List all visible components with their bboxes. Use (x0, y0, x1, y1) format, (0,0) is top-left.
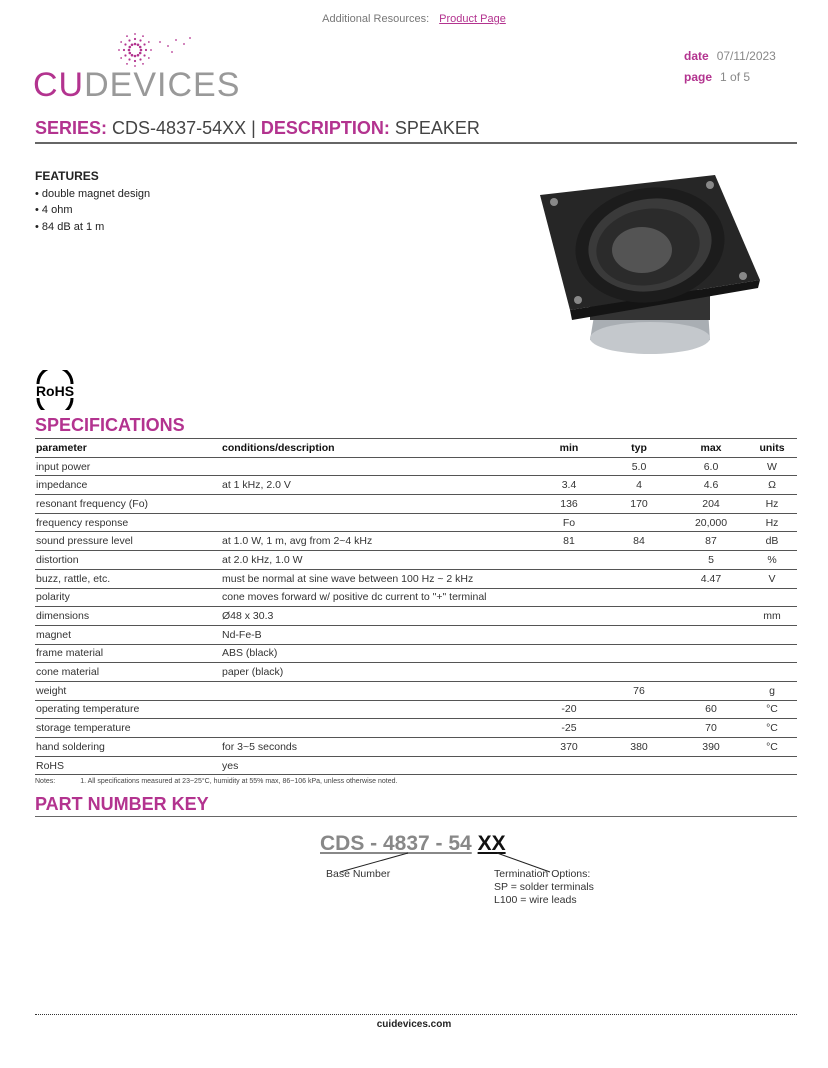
table-row (35, 625, 797, 644)
table-cell: dB (747, 532, 797, 551)
table-cell (603, 607, 675, 626)
table-row (35, 551, 797, 570)
table-cell (675, 681, 747, 700)
table-cell: operating temperature (35, 700, 221, 719)
rohs-logo (33, 370, 77, 410)
table-cell: 81 (535, 532, 603, 551)
table-cell (603, 644, 675, 663)
table-cell: distortion (35, 551, 221, 570)
table-cell (675, 756, 747, 775)
base-number-label: Base Number (326, 868, 391, 880)
page-title (35, 118, 480, 139)
table-cell (535, 551, 603, 570)
table-cell: ABS (black) (221, 644, 535, 663)
table-cell: frequency response (35, 513, 221, 532)
table-row (35, 588, 797, 607)
table-cell (675, 607, 747, 626)
table-cell: 3.4 (535, 476, 603, 495)
notes-text: 1. All specifications measured at 23~25°C, humidity at 55% max, 86~106 kPa, unless otherwise noted. (80, 778, 398, 785)
table-cell (221, 700, 535, 719)
table-cell: °C (747, 719, 797, 738)
divider (35, 142, 797, 144)
table-cell (535, 625, 603, 644)
table-cell (603, 513, 675, 532)
table-row (35, 457, 797, 476)
table-cell (675, 663, 747, 682)
table-cell (221, 457, 535, 476)
part-number-base: CDS - 4837 - 54 (320, 832, 472, 855)
table-cell: sound pressure level (35, 532, 221, 551)
table-row (35, 663, 797, 682)
features (35, 168, 150, 235)
table-row (35, 719, 797, 738)
page-value: 1 of 5 (720, 70, 751, 84)
svg-text:RoHS: RoHS (35, 383, 75, 399)
table-cell: 170 (603, 495, 675, 514)
table-row (35, 738, 797, 757)
table-row (35, 476, 797, 495)
table-row (35, 513, 797, 532)
table-cell: 4 (603, 476, 675, 495)
table-cell: Nd-Fe-B (221, 625, 535, 644)
table-cell: 76 (603, 681, 675, 700)
table-cell: W (747, 457, 797, 476)
table-cell: 60 (675, 700, 747, 719)
date-label: date (684, 49, 709, 63)
logo: CUDEVICES (33, 66, 241, 104)
table-cell: impedance (35, 476, 221, 495)
table-cell: Ω (747, 476, 797, 495)
table-cell: yes (221, 756, 535, 775)
table-cell (535, 681, 603, 700)
column-header: min (535, 439, 603, 458)
table-cell: 87 (675, 532, 747, 551)
description-value: SPEAKER (394, 118, 480, 138)
table-row (35, 532, 797, 551)
page-label: page (684, 70, 713, 84)
table-cell: hand soldering (35, 738, 221, 757)
table-cell (535, 457, 603, 476)
table-row (35, 681, 797, 700)
table-cell (603, 625, 675, 644)
table-cell (747, 663, 797, 682)
column-header: typ (603, 439, 675, 458)
table-cell (603, 700, 675, 719)
column-header: conditions/description (221, 439, 535, 458)
table-cell: weight (35, 681, 221, 700)
table-cell: buzz, rattle, etc. (35, 569, 221, 588)
table-cell: °C (747, 700, 797, 719)
feature-item: • 4 ohm (35, 204, 73, 216)
title-separator: | (251, 118, 256, 138)
table-cell: % (747, 551, 797, 570)
table-cell: at 2.0 kHz, 1.0 W (221, 551, 535, 570)
table-cell (747, 588, 797, 607)
divider (35, 816, 797, 817)
table-cell (221, 495, 535, 514)
table-cell: cone moves forward w/ positive dc current to "+" terminal (221, 588, 535, 607)
table-cell: 5 (675, 551, 747, 570)
table-cell: Fo (535, 513, 603, 532)
table-cell (603, 663, 675, 682)
table-cell: paper (black) (221, 663, 535, 682)
table-cell (603, 551, 675, 570)
table-cell: magnet (35, 625, 221, 644)
description-label: DESCRIPTION: (260, 118, 390, 138)
table-cell: 84 (603, 532, 675, 551)
termination-title: Termination Options: (494, 868, 591, 880)
table-cell: RoHS (35, 756, 221, 775)
table-cell (747, 756, 797, 775)
table-cell: 370 (535, 738, 603, 757)
product-page-link[interactable]: Product Page (439, 13, 506, 25)
features-heading: FEATURES (35, 169, 99, 183)
table-cell: dimensions (35, 607, 221, 626)
table-cell (535, 569, 603, 588)
speaker-product-image (530, 170, 765, 370)
column-header: parameter (35, 439, 221, 458)
table-cell: °C (747, 738, 797, 757)
table-cell: at 1 kHz, 2.0 V (221, 476, 535, 495)
table-cell: for 3~5 seconds (221, 738, 535, 757)
table-cell: polarity (35, 588, 221, 607)
table-cell (535, 588, 603, 607)
table-cell: 204 (675, 495, 747, 514)
table-cell: -25 (535, 719, 603, 738)
additional-resources (0, 13, 828, 25)
table-cell: cone material (35, 663, 221, 682)
table-cell: 136 (535, 495, 603, 514)
table-cell (603, 756, 675, 775)
footer-divider (35, 1014, 797, 1015)
table-cell: mm (747, 607, 797, 626)
document-meta (684, 46, 776, 88)
table-cell: frame material (35, 644, 221, 663)
footer-website: cuidevices.com (376, 1019, 452, 1030)
table-cell: Hz (747, 513, 797, 532)
feature-item: • 84 dB at 1 m (35, 220, 105, 233)
table-row (35, 700, 797, 719)
table-cell (603, 588, 675, 607)
table-cell: input power (35, 457, 221, 476)
table-cell (221, 681, 535, 700)
table-cell: Ø48 x 30.3 (221, 607, 535, 626)
table-cell (603, 569, 675, 588)
termination-option: L100 = wire leads (494, 894, 577, 906)
feature-item: • double magnet design (35, 187, 151, 200)
table-cell: must be normal at sine wave between 100 Hz ~ 2 kHz (221, 569, 535, 588)
table-cell: g (747, 681, 797, 700)
specifications-heading: SPECIFICATIONS (35, 415, 185, 435)
column-header: max (675, 439, 747, 458)
table-cell: 4.47 (675, 569, 747, 588)
termination-options (494, 868, 594, 907)
table-cell: Hz (747, 495, 797, 514)
table-cell (675, 588, 747, 607)
table-row (35, 495, 797, 514)
table-cell (747, 644, 797, 663)
date-value: 07/11/2023 (716, 49, 776, 63)
specifications-table (35, 438, 797, 775)
table-row (35, 756, 797, 775)
termination-option: SP = solder terminals (494, 881, 594, 893)
table-cell: 6.0 (675, 457, 747, 476)
part-number-suffix: XX (477, 832, 506, 855)
table-row (35, 569, 797, 588)
table-cell: -20 (535, 700, 603, 719)
table-cell (535, 644, 603, 663)
table-cell (535, 607, 603, 626)
table-cell: resonant frequency (Fo) (35, 495, 221, 514)
column-header: units (747, 439, 797, 458)
table-cell (675, 644, 747, 663)
series-label: SERIES: (35, 118, 108, 138)
table-cell: 380 (603, 738, 675, 757)
table-cell: 70 (675, 719, 747, 738)
table-cell: storage temperature (35, 719, 221, 738)
part-number-key-heading: PART NUMBER KEY (35, 794, 209, 814)
notes-label: Notes: (35, 778, 56, 785)
table-row (35, 644, 797, 663)
table-cell (535, 663, 603, 682)
table-cell (675, 625, 747, 644)
table-cell: 5.0 (603, 457, 675, 476)
table-cell: at 1.0 W, 1 m, avg from 2~4 kHz (221, 532, 535, 551)
table-row (35, 607, 797, 626)
table-cell (747, 625, 797, 644)
table-cell (603, 719, 675, 738)
series-value: CDS-4837-54XX (112, 118, 247, 138)
resources-label: Additional Resources: (322, 13, 430, 25)
table-cell: V (747, 569, 797, 588)
table-cell (221, 513, 535, 532)
table-cell: 4.6 (675, 476, 747, 495)
table-cell (535, 756, 603, 775)
table-cell: 20,000 (675, 513, 747, 532)
table-cell: 390 (675, 738, 747, 757)
notes (35, 778, 422, 785)
table-cell (221, 719, 535, 738)
